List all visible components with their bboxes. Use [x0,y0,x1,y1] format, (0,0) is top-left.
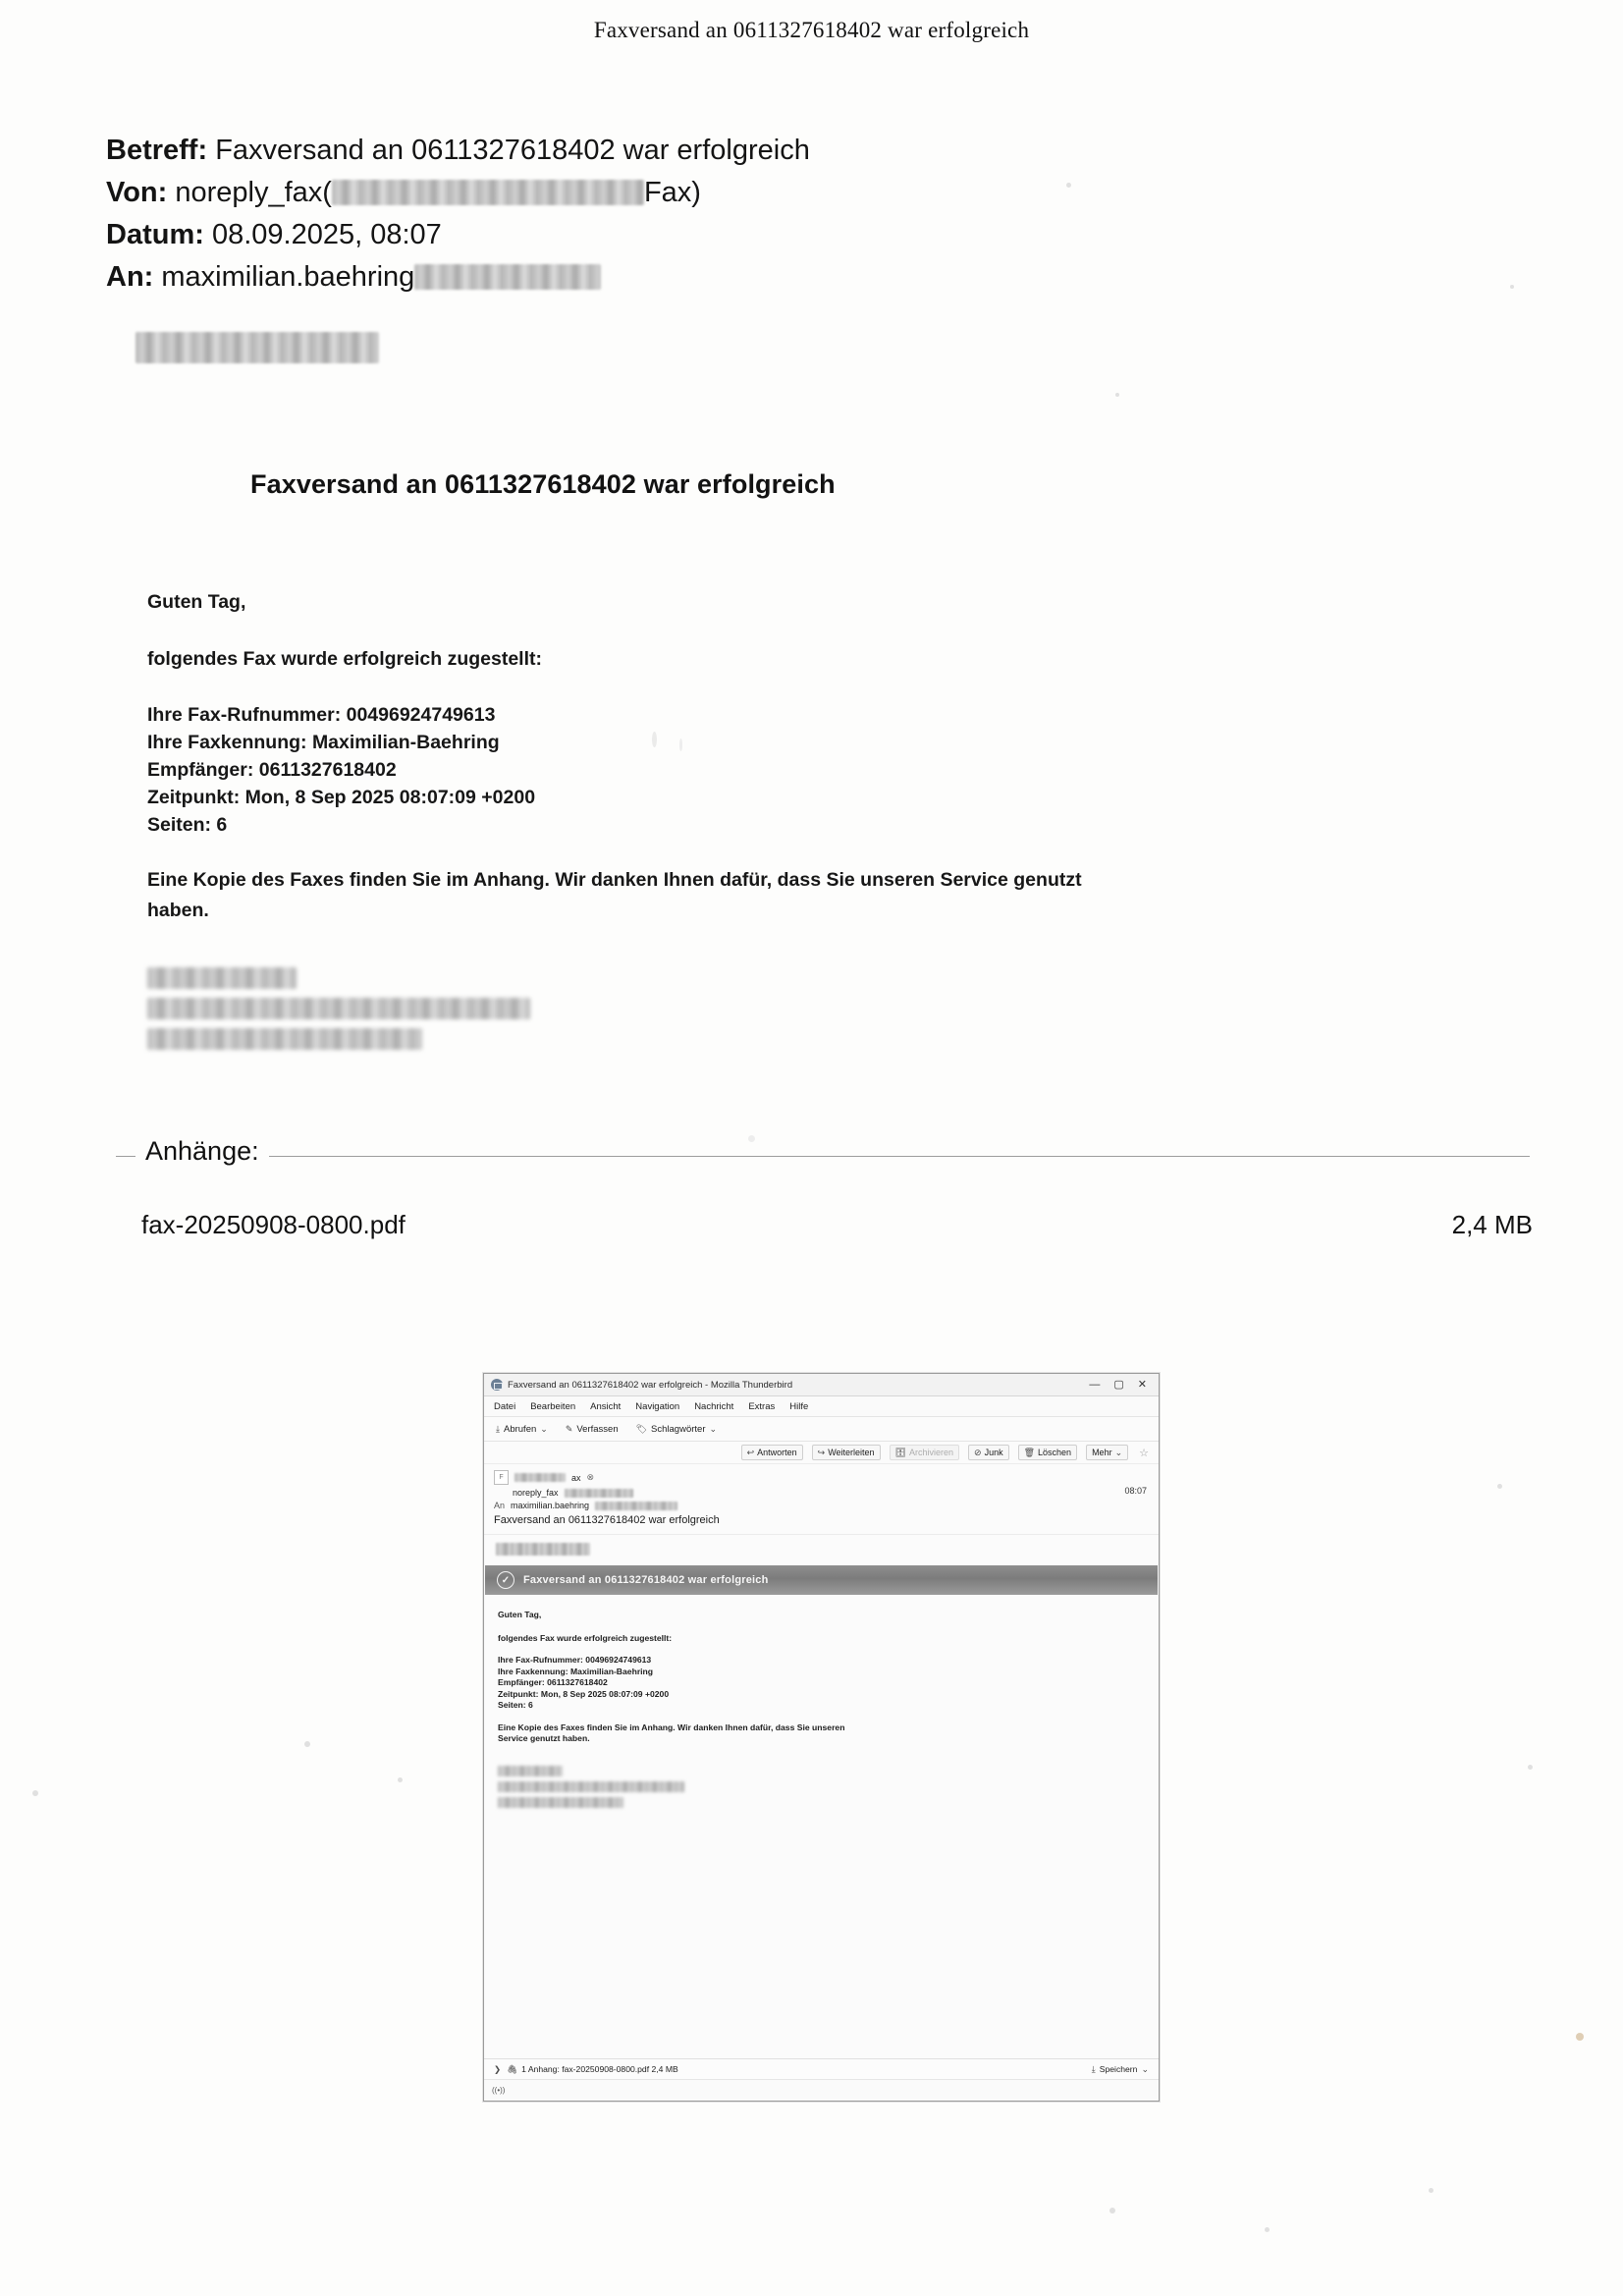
thunderbird-title-bar [484,1374,1159,1396]
scan-speck [398,1777,403,1782]
thunderbird-app-icon [491,1379,503,1391]
redacted-recipient-email [595,1502,677,1510]
sender-name: noreply_fax [513,1488,559,1498]
header-row-an [106,256,810,299]
detail-faxkennung: Ihre Faxkennung: Maximilian-Baehring [147,732,500,753]
tb-detail-empfaenger: Empfänger: 0611327618402 [498,1677,608,1687]
menu-item-bearbeiten[interactable]: Bearbeiten [530,1400,576,1412]
reply-icon: ↩ [746,1447,755,1457]
mail-body-title: Faxversand an 0611327618402 war erfolgreich [250,469,836,499]
archive-icon: 🗄 [894,1447,906,1457]
scan-speck [1066,183,1071,188]
toolbar-label-verfassen: Verfassen [576,1423,619,1435]
tag-icon: 🏷 [635,1423,648,1434]
check-circle-icon: ✓ [497,1571,514,1589]
minimize-icon[interactable]: — [1089,1379,1101,1391]
attachment-bar[interactable] [484,2058,1159,2079]
attachments-divider [116,1156,1530,1157]
avatar: F [494,1470,509,1485]
tb-redacted-signature [484,1762,1159,1808]
maximize-icon[interactable]: ▢ [1113,1379,1124,1391]
body-intro: folgendes Fax wurde erfolgreich zugestellt: [147,648,542,670]
toolbar-button-abrufen[interactable] [496,1424,548,1435]
tb-redacted-signature-line-2 [498,1781,684,1792]
paperclip-icon: 🖇 [507,2063,518,2074]
reply-label: Antworten [757,1448,797,1457]
junk-label: Junk [984,1448,1003,1457]
menu-item-nachricht[interactable]: Nachricht [694,1400,734,1412]
scan-speck [748,1135,755,1142]
forward-icon: ↪ [817,1447,826,1457]
menu-item-datei[interactable]: Datei [494,1400,516,1412]
chevron-down-icon[interactable]: ⌄ [540,1423,548,1434]
von-value-suffix: Fax) [643,177,701,208]
header-row-datum [106,214,810,256]
redacted-recipient-address [414,264,601,290]
junk-icon: ⊘ [974,1447,982,1457]
datum-label: Datum: [106,219,204,250]
message-logo-area [484,1535,1159,1565]
scan-speck [1497,1484,1502,1489]
redacted-logo-block [135,332,379,363]
attachment-file-size: 2,4 MB [1451,1210,1533,1239]
chevron-down-icon: ⌄ [1114,1447,1123,1457]
to-label: An [494,1501,506,1510]
attachment-bar-text: 1 Anhang: fax-20250908-0800.pdf 2,4 MB [521,2064,678,2074]
menu-item-extras[interactable]: Extras [748,1400,776,1412]
scan-speck [1576,2033,1584,2041]
tb-detail-fax-rufnummer: Ihre Fax-Rufnummer: 00496924749613 [498,1655,652,1665]
redacted-signature-line-3 [147,1028,422,1050]
redacted-sender-email [565,1489,633,1498]
chevron-right-icon[interactable]: ❯ [494,2063,502,2074]
chevron-down-icon[interactable]: ⌄ [1141,2063,1149,2074]
recipient-row [494,1501,1149,1510]
forward-label: Weiterleiten [828,1448,875,1457]
to-value: maximilian.baehring [511,1501,590,1510]
thunderbird-screenshot [483,1373,1160,2102]
main-toolbar [484,1417,1159,1442]
tb-closing-line-2: Service genutzt haben. [498,1733,590,1743]
tb-body-greeting: Guten Tag, [498,1610,542,1619]
detail-seiten: Seiten: 6 [147,814,228,836]
scan-speck [1115,393,1119,397]
tb-detail-seiten: Seiten: 6 [498,1700,533,1710]
detail-zeitpunkt: Zeitpunkt: Mon, 8 Sep 2025 08:07:09 +0200 [147,787,536,808]
sender-suffix: ax [571,1472,581,1483]
more-label: Mehr [1092,1448,1112,1457]
menu-bar [484,1396,1159,1417]
junk-button[interactable] [968,1445,1009,1460]
scan-speck [1429,2188,1434,2193]
message-body [484,1595,1159,1762]
datum-value: 08.09.2025, 08:07 [211,219,442,250]
save-icon: ⤓ [1091,2063,1096,2074]
menu-item-navigation[interactable]: Navigation [635,1400,680,1412]
menu-item-hilfe[interactable]: Hilfe [789,1400,809,1412]
mail-header-fields [106,130,810,363]
redacted-sender-address [332,180,644,205]
menu-item-ansicht[interactable]: Ansicht [590,1400,622,1412]
close-icon[interactable]: ✕ [1137,1379,1147,1391]
archive-label: Archivieren [909,1448,954,1457]
header-row-von [106,172,810,214]
body-details [147,701,1168,839]
tb-detail-faxkennung: Ihre Faxkennung: Maximilian-Baehring [498,1666,654,1676]
attachment-file-name: fax-20250908-0800.pdf [141,1210,406,1239]
tb-detail-zeitpunkt: Zeitpunkt: Mon, 8 Sep 2025 08:07:09 +0200 [498,1688,670,1699]
body-greeting: Guten Tag, [147,591,246,613]
thunderbird-window-title: Faxversand an 0611327618402 war erfolgreich - Mozilla Thunderbird [508,1379,793,1391]
scan-speck [304,1741,310,1747]
tb-body-intro: folgendes Fax wurde erfolgreich zugestellt: [498,1632,673,1643]
archive-button [890,1445,959,1460]
toolbar-button-verfassen[interactable] [566,1424,619,1435]
redacted-message-logo [496,1543,590,1556]
scan-speck [1109,2208,1115,2214]
message-header-pane [484,1464,1159,1535]
von-label: Von: [106,177,168,208]
message-time: 08:07 [1124,1486,1147,1496]
header-row-betreff [106,130,810,172]
tb-redacted-signature-line-1 [498,1766,563,1777]
connection-icon: ((•)) [492,2086,506,2095]
sender-row [494,1470,1149,1485]
save-attachment-button[interactable] [1092,2064,1149,2075]
an-value: maximilian.baehring [161,261,415,293]
success-banner [485,1565,1158,1595]
success-banner-text: Faxversand an 0611327618402 war erfolgreich [523,1574,769,1586]
tb-redacted-signature-line-3 [498,1797,623,1808]
more-button[interactable] [1086,1445,1128,1460]
toolbar-label-schlagwoerter: Schlagwörter [651,1423,706,1435]
delete-button[interactable] [1018,1445,1077,1460]
attachments-label: Anhänge: [135,1136,269,1167]
toolbar-button-schlagwoerter[interactable] [636,1424,717,1435]
an-label: An: [106,261,154,293]
chevron-down-icon[interactable]: ⌄ [709,1423,718,1434]
window-controls [1089,1380,1155,1390]
betreff-value: Faxversand an 0611327618402 war erfolgreich [215,135,810,166]
delete-label: Löschen [1038,1448,1072,1457]
forward-button[interactable] [812,1445,881,1460]
scan-speck [1265,2227,1270,2232]
betreff-label: Betreff: [106,135,208,166]
tb-closing-line-1: Eine Kopie des Faxes finden Sie im Anhang. Wir danken Ihnen dafür, dass Sie unseren [498,1722,845,1732]
tb-body-details [498,1655,1145,1712]
printed-page-title: Faxversand an 0611327618402 war erfolgreich [593,18,1030,42]
star-icon[interactable]: ☆ [1139,1447,1149,1459]
redacted-sender-display-name [514,1473,566,1482]
shield-warning-icon[interactable]: ⊗ [586,1472,595,1482]
message-subject: Faxversand an 0611327618402 war erfolgreich [494,1514,720,1526]
detail-empfaenger: Empfänger: 0611327618402 [147,759,397,781]
reply-button[interactable] [741,1445,803,1460]
mail-body [147,587,1168,953]
trash-icon: 🗑 [1023,1447,1036,1457]
pencil-icon: ✎ [565,1423,573,1434]
scan-speck [32,1790,38,1796]
redacted-signature-line-1 [147,967,297,989]
detail-fax-rufnummer: Ihre Fax-Rufnummer: 00496924749613 [147,704,496,726]
tb-body-closing [498,1722,1145,1745]
von-value-prefix: noreply_fax( [175,177,332,208]
status-bar [484,2079,1159,2101]
sender-address-row [494,1488,1149,1498]
message-actions-toolbar [484,1442,1159,1464]
save-label: Speichern [1099,2064,1138,2074]
redacted-signature-line-2 [147,998,530,1019]
scan-speck [1510,285,1514,289]
redacted-signature [147,967,530,1059]
download-icon: ⤓ [496,1423,500,1434]
scan-speck [1528,1765,1533,1770]
toolbar-label-abrufen: Abrufen [503,1423,537,1435]
body-closing: Eine Kopie des Faxes finden Sie im Anhang. Wir danken Ihnen dafür, dass Sie unseren Service genutzt haben. [147,869,1082,921]
